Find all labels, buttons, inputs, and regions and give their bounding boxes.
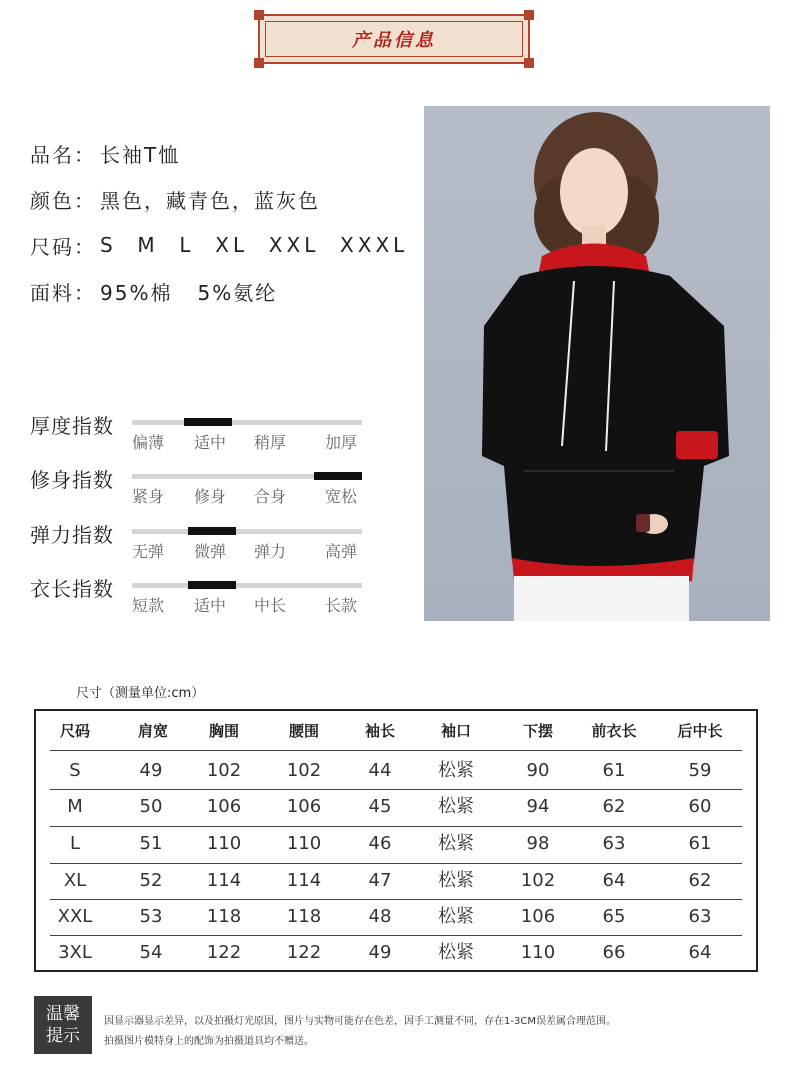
table-cell: 65 — [602, 906, 626, 927]
model-photo — [424, 106, 770, 621]
tip-note: 因显示器显示差异，以及拍摄灯光原因，图片与实物可能存在色差，因手工测量不同，存在1-3CM误差属合理范围。 — [104, 1016, 616, 1027]
table-row — [36, 789, 756, 825]
info-value: 黑色，藏青色，蓝灰色 — [100, 188, 320, 213]
table-cell: 102 — [286, 760, 322, 781]
table-header-cell: 袖口 — [440, 722, 471, 740]
info-row-size — [30, 222, 408, 268]
tip-label-line2: 提示 — [46, 1026, 80, 1046]
index-option: 高弹 — [325, 542, 358, 561]
table-cell: 45 — [368, 796, 392, 817]
table-cell: 52 — [139, 870, 163, 891]
index-option: 弹力 — [254, 542, 287, 561]
table-cell: 122 — [286, 942, 322, 963]
table-cell: 106 — [520, 906, 556, 927]
table-cell: 90 — [526, 760, 550, 781]
table-cell: XL — [63, 870, 87, 891]
table-cell: 松紧 — [438, 796, 474, 817]
table-divider — [50, 750, 742, 751]
index-marker — [188, 581, 236, 589]
table-cell: 49 — [368, 942, 392, 963]
index-option: 加厚 — [325, 433, 358, 452]
table-header-cell: 后中长 — [677, 722, 723, 740]
table-cell: S — [69, 760, 81, 781]
info-row-name — [30, 130, 408, 176]
table-row — [36, 826, 756, 862]
table-cell: 53 — [139, 906, 163, 927]
info-value: 长袖T恤 — [100, 142, 181, 167]
index-option: 偏薄 — [132, 433, 165, 452]
model-illustration — [424, 106, 770, 621]
index-title: 修身指数 — [30, 468, 114, 492]
info-label: 颜色： — [30, 188, 96, 213]
index-marker — [184, 418, 232, 426]
table-cell: 118 — [206, 906, 242, 927]
index-option: 中长 — [254, 596, 287, 615]
table-cell: 110 — [206, 833, 242, 854]
index-option: 稍厚 — [254, 433, 287, 452]
table-cell: 松紧 — [438, 870, 474, 891]
index-marker — [314, 472, 362, 480]
index-option: 短款 — [132, 596, 165, 615]
table-header-cell: 前衣长 — [591, 722, 637, 740]
table-header-cell: 胸围 — [208, 722, 239, 740]
table-row — [36, 935, 756, 971]
table-cell: 63 — [602, 833, 626, 854]
table-header-cell: 肩宽 — [137, 722, 168, 740]
table-header-cell: 尺码 — [59, 722, 90, 740]
index-option: 修身 — [194, 487, 227, 506]
table-cell: 122 — [206, 942, 242, 963]
info-value: S M L XL XXL XXXL — [100, 233, 409, 257]
table-row — [36, 753, 756, 789]
tip-note: 拍摄图片模特身上的配饰为拍摄道具均不赠送。 — [104, 1036, 314, 1047]
info-value: 95%棉 5%氨纶 — [100, 280, 278, 305]
table-cell: 50 — [139, 796, 163, 817]
table-cell: L — [69, 833, 81, 854]
tip-label-line1: 温馨 — [46, 1004, 80, 1024]
table-cell: 64 — [688, 942, 712, 963]
info-label: 尺码： — [30, 234, 96, 259]
index-title: 厚度指数 — [30, 414, 114, 438]
table-cell: 110 — [520, 942, 556, 963]
info-row-fabric — [30, 268, 408, 314]
index-option: 长款 — [325, 596, 358, 615]
table-cell: 64 — [602, 870, 626, 891]
table-cell: 44 — [368, 760, 392, 781]
table-cell: 118 — [286, 906, 322, 927]
table-cell: 松紧 — [438, 906, 474, 927]
table-cell: 61 — [688, 833, 712, 854]
table-cell: 98 — [526, 833, 550, 854]
index-option: 无弹 — [132, 542, 165, 561]
table-cell: XXL — [57, 906, 93, 927]
table-cell: 松紧 — [438, 833, 474, 854]
table-cell: 60 — [688, 796, 712, 817]
index-option: 宽松 — [325, 487, 358, 506]
index-scale — [132, 529, 362, 534]
index-option: 合身 — [254, 487, 287, 506]
table-cell: 61 — [602, 760, 626, 781]
table-cell: 松紧 — [438, 942, 474, 963]
warm-tip-badge — [34, 996, 92, 1054]
info-label: 品名： — [30, 142, 96, 167]
index-option: 适中 — [194, 596, 227, 615]
table-cell: 114 — [286, 870, 322, 891]
table-cell: 62 — [602, 796, 626, 817]
table-cell: 3XL — [58, 942, 92, 963]
table-cell: 49 — [139, 760, 163, 781]
table-row — [36, 863, 756, 899]
table-cell: 102 — [520, 870, 556, 891]
table-cell: 110 — [286, 833, 322, 854]
table-cell: 63 — [688, 906, 712, 927]
table-cell: 106 — [206, 796, 242, 817]
index-scale — [132, 474, 362, 479]
index-scale — [132, 420, 362, 425]
table-cell: 114 — [206, 870, 242, 891]
table-cell: 94 — [526, 796, 550, 817]
index-scale — [132, 583, 362, 588]
table-row — [36, 899, 756, 935]
index-title: 弹力指数 — [30, 523, 114, 547]
table-cell: 46 — [368, 833, 392, 854]
index-option: 紧身 — [132, 487, 165, 506]
index-option: 微弹 — [194, 542, 227, 561]
table-cell: 66 — [602, 942, 626, 963]
table-cell: 106 — [286, 796, 322, 817]
table-cell: 松紧 — [438, 760, 474, 781]
info-label: 面料： — [30, 280, 96, 305]
table-header-cell: 袖长 — [364, 722, 395, 740]
table-cell: 51 — [139, 833, 163, 854]
table-cell: M — [67, 796, 83, 817]
table-cell: 62 — [688, 870, 712, 891]
table-cell: 102 — [206, 760, 242, 781]
table-cell: 48 — [368, 906, 392, 927]
section-title: 产品信息 — [352, 30, 436, 51]
index-option: 适中 — [194, 433, 227, 452]
size-table-caption: 尺寸（测量单位:cm） — [76, 686, 205, 701]
table-cell: 47 — [368, 870, 392, 891]
section-title-banner — [258, 14, 530, 64]
table-header-cell: 腰围 — [288, 722, 319, 740]
table-cell: 59 — [688, 760, 712, 781]
index-marker — [188, 527, 236, 535]
product-info — [30, 130, 408, 314]
table-header-cell: 下摆 — [522, 722, 553, 740]
table-header-row — [36, 713, 756, 749]
table-cell: 54 — [139, 942, 163, 963]
size-table — [34, 709, 758, 972]
info-row-color — [30, 176, 408, 222]
index-title: 衣长指数 — [30, 577, 114, 601]
